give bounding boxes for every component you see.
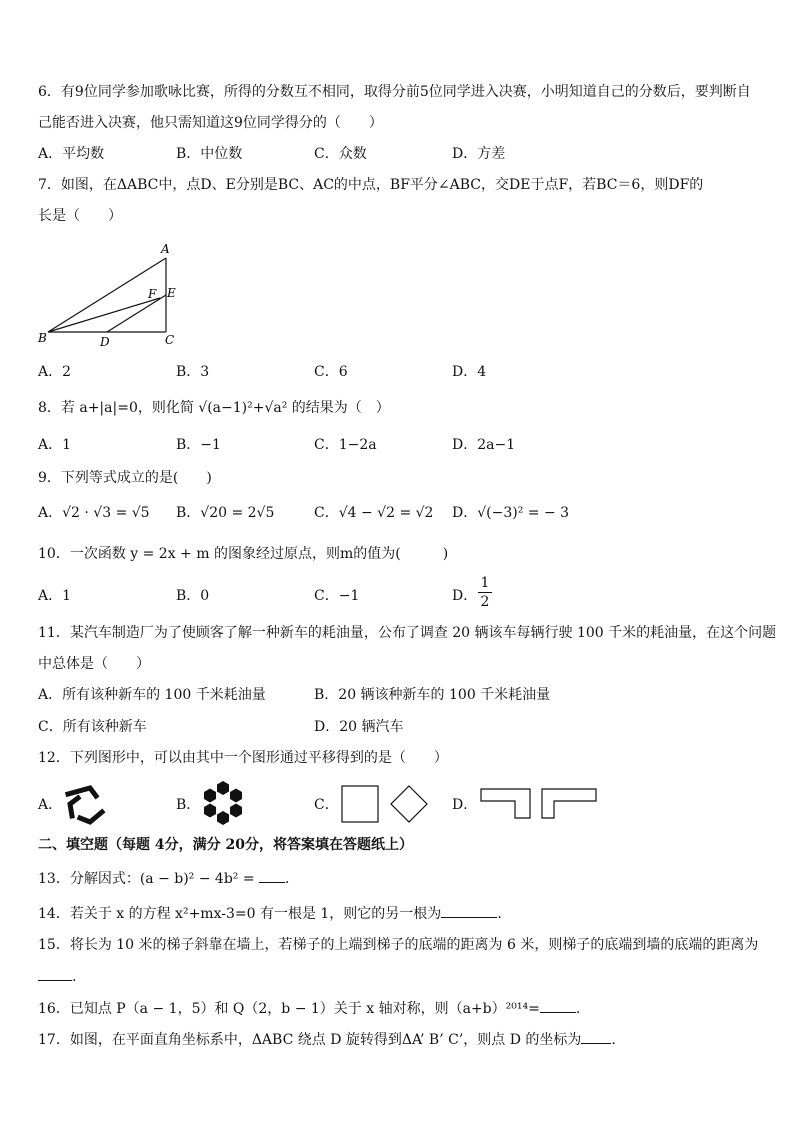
q9-option-b: B．√20 = 2√5 — [176, 505, 275, 521]
q8-option-a: A．1 — [38, 437, 72, 453]
q9-option-a: A．√2 · √3 = √5 — [38, 505, 150, 521]
q6-option-d: D．方差 — [452, 146, 506, 162]
fraction-numerator: 1 — [478, 574, 492, 593]
q13-answer-blank[interactable] — [259, 868, 285, 883]
q11-option-a: A．所有该种新车的 100 千米耗油量 — [38, 687, 266, 703]
q10-option-d: D． — [452, 588, 478, 604]
q6-line2: 己能否进入决赛，他只需知道这9位同学得分的（ ） — [38, 115, 383, 131]
q16-end: . — [575, 1001, 581, 1017]
q14-answer-blank[interactable] — [441, 903, 497, 918]
q12-option-d: D． — [452, 797, 478, 813]
q11-option-c: C．所有该种新车 — [38, 719, 147, 735]
q12-option-a: A． — [38, 797, 63, 813]
q17-end: . — [611, 1032, 616, 1048]
q15-end: . — [72, 969, 77, 985]
q6-option-c: C．众数 — [314, 146, 367, 162]
q14-end: . — [497, 906, 502, 922]
q7-option-c: C．6 — [314, 364, 348, 380]
q11-line1: 11．某汽车制造厂为了使顾客了解一种新车的耗油量，公布了调查 20 辆该车每辆行驶 100 千米的耗油量，在这个问题 — [38, 625, 777, 641]
q6-option-a: A．平均数 — [38, 146, 105, 162]
q15-line2 — [38, 966, 76, 987]
q10-fraction — [478, 574, 492, 611]
label-a: A — [161, 242, 170, 256]
q8-option-d: D．2a−1 — [452, 437, 516, 453]
label-e: E — [167, 286, 176, 300]
q9-line1: 9．下列等式成立的是( ) — [38, 470, 212, 486]
triangle-figure — [36, 240, 186, 350]
q13-end: ． — [285, 871, 300, 887]
q11-line2: 中总体是（ ） — [38, 656, 150, 672]
q7-line1: 7．如图，在ΔABC中，点D、E分别是BC、AC的中点，BF平分∠ABC，交DE于点F，若BC＝6，则DF的 — [38, 177, 704, 193]
label-f: F — [148, 287, 157, 301]
section-title: 二、填空题（每题 4分，满分 20分，将答案填在答题纸上） — [38, 837, 413, 853]
q8-option-b: B．−1 — [176, 437, 221, 453]
q16-text: 16．已知点 P（a − 1，5）和 Q（2，b − 1）关于 x 轴对称，则（a+b）²⁰¹⁴= — [38, 1001, 540, 1017]
q6-line1: 6．有9位同学参加歌咏比赛，所得的分数互不相同，取得分前5位同学进入决赛，小明知道自己的分数后，要判断自 — [38, 84, 751, 100]
q7-line2: 长是（ ） — [38, 208, 122, 224]
q17-line — [38, 1029, 616, 1050]
q17-text: 17．如图，在平面直角坐标系中，ΔABC 绕点 D 旋转得到ΔA’ B’ C’，则点 D 的坐标为 — [38, 1032, 582, 1048]
q13-text: 13．分解因式：(a − b)² − 4b² = — [38, 871, 255, 887]
pinwheel-shape-icon — [64, 784, 108, 826]
label-b: B — [38, 331, 47, 345]
q11-option-b: B．20 辆该种新车的 100 千米耗油量 — [314, 687, 551, 703]
q8-option-c: C．1−2a — [314, 437, 377, 453]
q11-option-d: D．20 辆汽车 — [314, 719, 404, 735]
q14-line — [38, 903, 502, 924]
q10-line1: 10．一次函数 y = 2x + m 的图象经过原点，则m的值为( ) — [38, 546, 449, 562]
q9-option-d: D．√(−3)² = − 3 — [452, 505, 570, 521]
label-d: D — [100, 335, 110, 349]
q16-line — [38, 998, 580, 1019]
q12-option-b: B． — [176, 797, 201, 813]
q7-option-a: A．2 — [38, 364, 72, 380]
segment-bf — [48, 298, 160, 332]
hexagon-ring-icon — [200, 780, 246, 826]
square-and-diamond-icon — [340, 784, 432, 824]
q7-option-b: B．3 — [176, 364, 210, 380]
q12-option-c: C． — [314, 797, 339, 813]
q15-answer-blank[interactable] — [38, 966, 72, 981]
q14-text: 14．若关于 x 的方程 x²+mx-3=0 有一根是 1，则它的另一根为 — [38, 906, 442, 922]
q9-option-c: C．√4 − √2 = √2 — [314, 505, 434, 521]
fraction-denominator: 2 — [480, 594, 490, 610]
segment-de — [107, 295, 166, 332]
q12-line1: 12．下列图形中，可以由其中一个图形通过平移得到的是（ ） — [38, 750, 448, 766]
label-c: C — [165, 333, 175, 347]
q16-answer-blank[interactable] — [540, 998, 576, 1013]
q10-option-c: C．−1 — [314, 588, 360, 604]
q6-option-b: B．中位数 — [176, 146, 243, 162]
q10-option-a: A．1 — [38, 588, 72, 604]
q8-line1: 8．若 a+|a|=0，则化简 √(a−1)²+√a² 的结果为（ ） — [38, 400, 390, 416]
q17-answer-blank[interactable] — [581, 1029, 611, 1044]
q13-line — [38, 868, 299, 889]
l-shapes-icon — [478, 786, 600, 822]
q10-option-b: B．0 — [176, 588, 210, 604]
q15-line1: 15．将长为 10 米的梯子斜靠在墙上，若梯子的上端到梯子的底端的距离为 6 米，则梯子的底端到墙的底端的距离为 — [38, 937, 759, 953]
q7-option-d: D．4 — [452, 364, 487, 380]
